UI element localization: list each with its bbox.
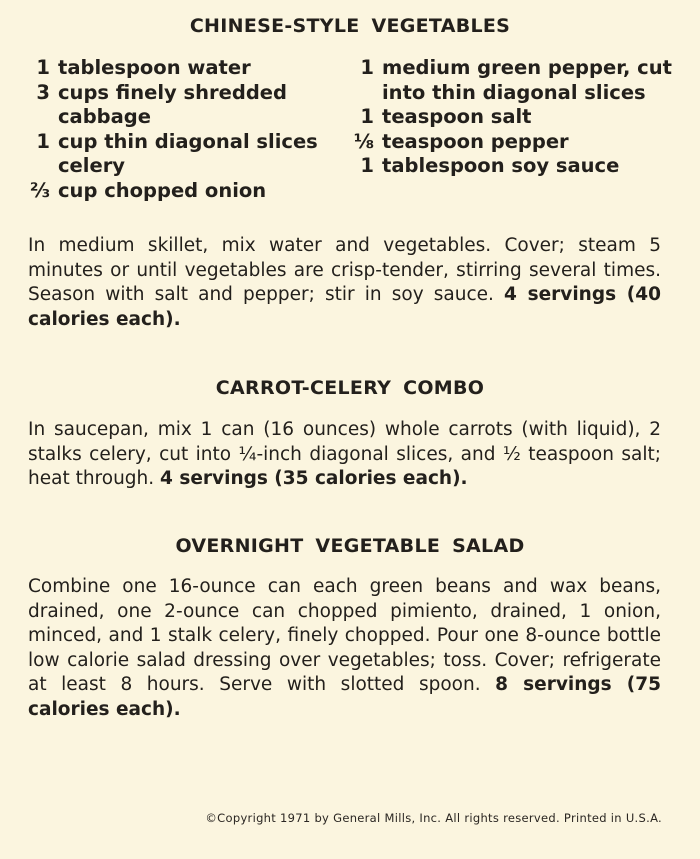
ingredient-item [22, 81, 342, 130]
recipe-directions-chinese-style-vegetables [28, 234, 661, 332]
servings-text: 4 servings (40 calories each). [28, 284, 661, 330]
directions-text: In saucepan, mix 1 can (16 ounces) whole carrots (with liquid), 2 stalks celery, cut into ¼-inch diagonal slices, and ½ teaspoon salt; heat through. [28, 419, 661, 489]
ingredient-item [22, 56, 342, 81]
ingredient-qty: ⅔ [29, 178, 50, 202]
ingredient-item [346, 130, 686, 155]
ingredient-text: teaspoon salt [382, 105, 532, 128]
recipe-title-carrot-celery-combo: CARROT-CELERY COMBO [215, 377, 485, 399]
recipe-title-overnight-vegetable-salad: OVERNIGHT VEGETABLE SALAD [175, 535, 525, 557]
ingredient-text: tablespoon water [58, 56, 251, 79]
ingredient-item [346, 105, 686, 130]
servings-text: 8 servings (75 calories each). [28, 674, 661, 720]
recipe-directions-carrot-celery-combo [28, 418, 661, 492]
directions-text: In medium skillet, mix water and vegetables. Cover; steam 5 minutes or until vegetables are crisp-tender, stirring several times. Season with salt and pepper; stir in soy sauce. [28, 235, 661, 305]
ingredient-text: cups finely shredded cabbage [58, 80, 287, 128]
ingredient-qty: 1 [360, 154, 374, 177]
ingredient-qty: 1 [36, 129, 50, 153]
ingredient-qty: 1 [360, 105, 374, 128]
ingredients-list-right [346, 56, 686, 179]
directions-text: Combine one 16-ounce can each green beans and wax beans, drained, one 2-ounce can chopped pimiento, drained, 1 onion, minced, and 1 stalk celery, finely chopped. Pour one 8-ounce bottle low calorie salad dressing over vegetables; toss. Cover; refrigerate at least 8 hours. Serve with slotted spoon. [28, 576, 661, 695]
ingredient-text: cup chopped onion [58, 178, 267, 202]
ingredient-qty: ⅛ [353, 129, 374, 153]
ingredient-text: medium green pepper, cut into thin diagonal slices [382, 56, 672, 104]
ingredient-item [22, 130, 342, 179]
ingredient-text: tablespoon soy sauce [382, 154, 620, 177]
ingredient-text: teaspoon pepper [382, 129, 569, 153]
recipe-title-chinese-style-vegetables: CHINESE-STYLE VEGETABLES [189, 15, 511, 37]
ingredient-item [22, 179, 342, 204]
ingredients-list-left [22, 56, 342, 203]
servings-text: 4 servings (35 calories each). [160, 468, 468, 489]
ingredient-text: cup thin diagonal slices celery [58, 129, 318, 177]
recipe-directions-overnight-vegetable-salad [28, 575, 661, 722]
ingredient-qty: 1 [360, 56, 374, 79]
copyright-notice: ©Copyright 1971 by General Mills, Inc. All rights reserved. Printed in U.S.A. [205, 811, 662, 825]
ingredient-qty: 3 [36, 80, 50, 104]
ingredient-item [346, 154, 686, 179]
ingredient-qty: 1 [36, 56, 50, 79]
ingredient-item [346, 56, 686, 105]
